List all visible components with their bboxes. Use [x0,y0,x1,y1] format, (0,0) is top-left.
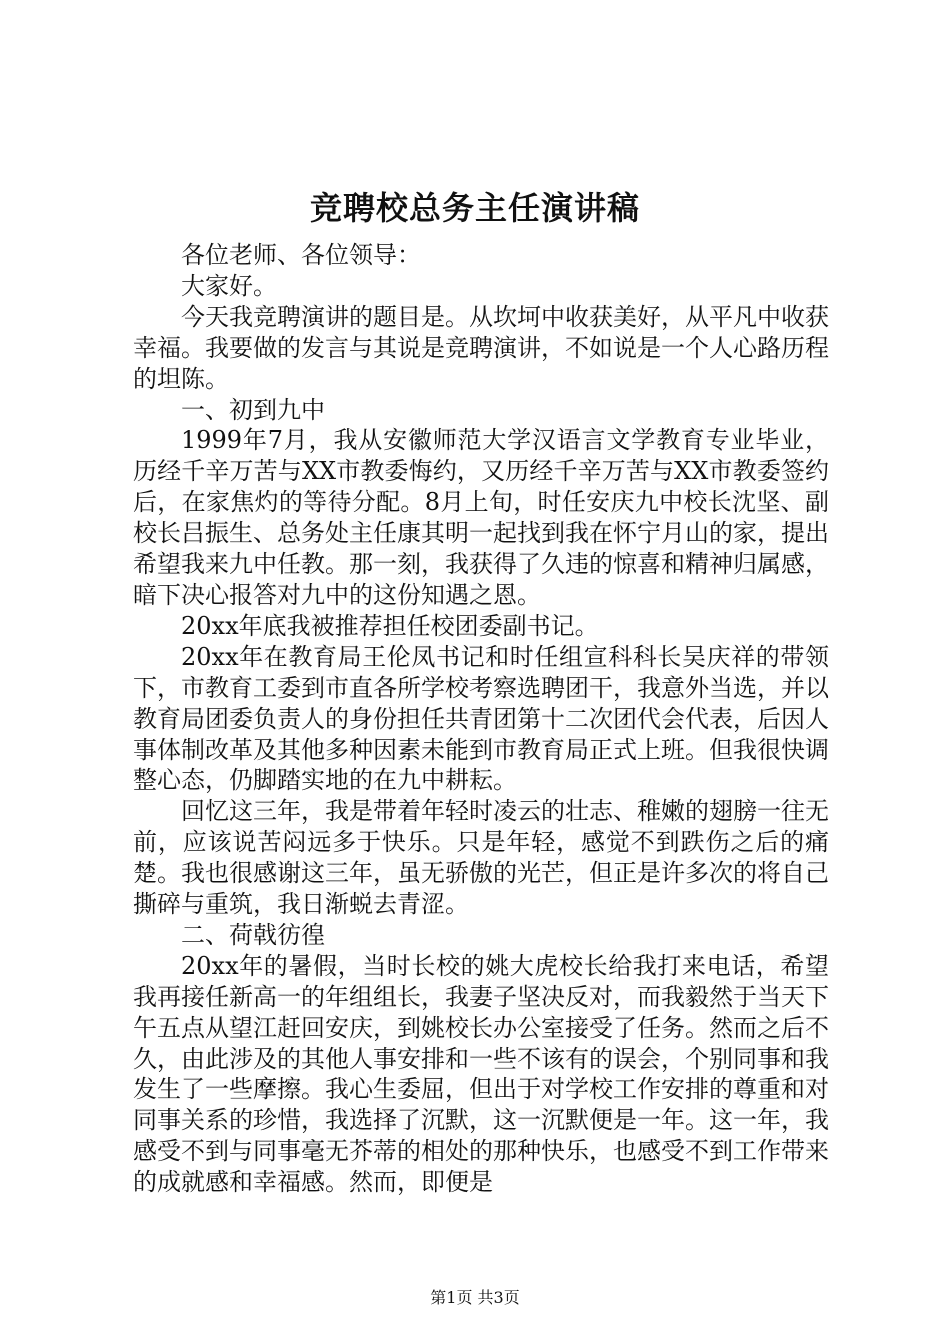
paragraph: 回忆这三年，我是带着年轻时凌云的壮志、稚嫩的翅膀一往无前，应该说苦闷远多于快乐。只是年轻，感觉不到跌伤之后的痛楚。我也很感谢这三年，虽无骄傲的光芒，但正是许多次的将自己撕碎与重筑，我日渐蜕去青涩。 [133,797,829,919]
paragraph-greeting: 大家好。 [181,271,277,300]
paragraph: 1999年7月，我从安徽师范大学汉语言文学教育专业毕业，历经千辛万苦与XX市教委悔约，又历经千辛万苦与XX市教委签约后，在家焦灼的等待分配。8月上旬，时任安庆九中校长沈坚、副校长吕振生、总务处主任康其明一起找到我在怀宁月山的家，提出希望我来九中任教。那一刻，我获得了久违的惊喜和精神归属感，暗下决心报答对九中的这份知遇之恩。 [133,426,829,609]
paragraph: 20xx年在教育局王伦凤书记和时任组宣科科长吴庆祥的带领下，市教育工委到市直各所学校考察选聘团干，我意外当选，并以教育局团委负责人的身份担任共青团第十二次团代会代表，后因人事体制改革及其他多种因素未能到市教育局正式上班。但我很快调整心态，仍脚踏实地的在九中耕耘。 [133,642,829,795]
paragraph-salutation: 各位老师、各位领导： [181,241,421,269]
document-body [133,240,829,1198]
paragraph-intro: 今天我竞聘演讲的题目是。从坎坷中收获美好，从平凡中收获幸福。我要做的发言与其说是竞聘演讲，不如说是一个人心路历程的坦陈。 [133,302,829,393]
paragraph: 20xx年的暑假，当时长校的姚大虎校长给我打来电话，希望我再接任新高一的年组组长，我妻子坚决反对，而我毅然于当天下午五点从望江赶回安庆，到姚校长办公室接受了任务。然而之后不久，由此涉及的其他人事安排和一些不该有的误会，个别同事和我发生了一些摩擦。我心生委屈，但出于对学校工作安排的尊重和对同事关系的珍惜，我选择了沉默，这一沉默便是一年。这一年，我感受不到与同事毫无芥蒂的相处的那种快乐，也感受不到工作带来的成就感和幸福感。然而，即便是 [133,951,829,1197]
page-footer: 第1页 共3页 [430,1288,520,1307]
paragraph: 20xx年底我被推荐担任校团委副书记。 [181,611,599,640]
section-heading-1: 一、初到九中 [181,395,325,424]
document-title: 竞聘校总务主任演讲稿 [309,189,640,227]
section-heading-2: 二、荷戟彷徨 [181,920,325,949]
